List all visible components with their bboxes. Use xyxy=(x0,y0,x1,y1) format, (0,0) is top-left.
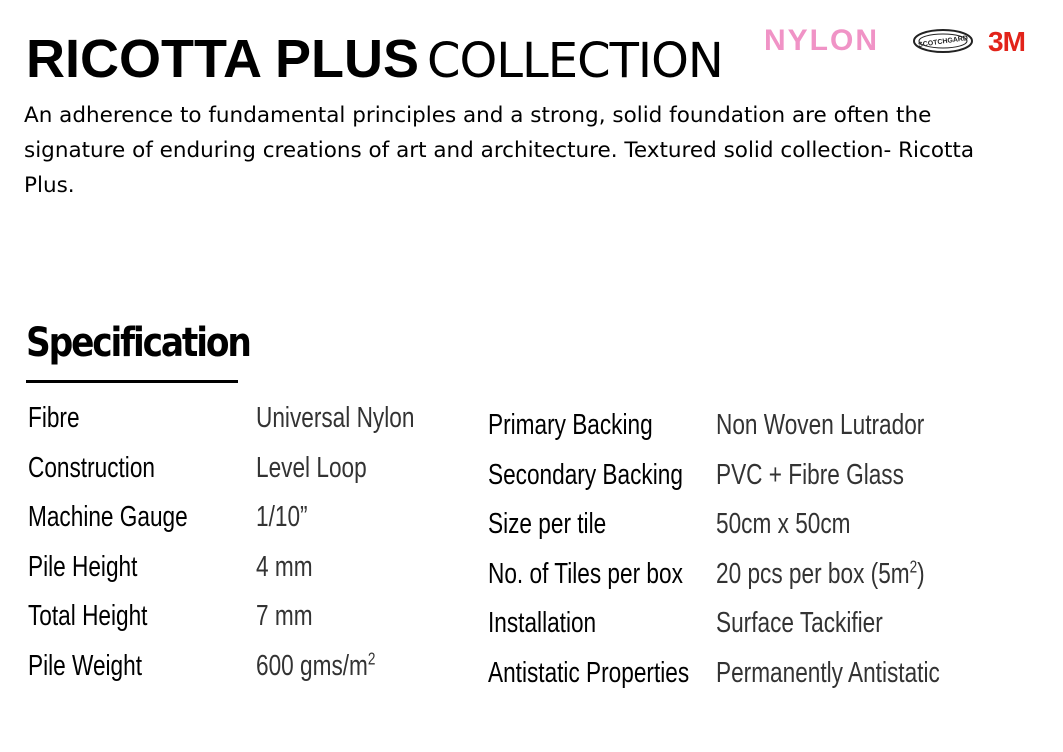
spec-row xyxy=(28,647,448,690)
spec-label: Fibre xyxy=(28,402,80,434)
spec-row xyxy=(488,508,1028,548)
spec-value-text: PVC + Fibre Glass xyxy=(716,458,904,491)
scotchgard-logo-text: SCOTCHGARD xyxy=(917,35,969,49)
spec-value xyxy=(716,409,924,442)
spec-value-text: Universal Nylon xyxy=(256,402,415,434)
spec-value xyxy=(716,459,904,492)
spec-row xyxy=(488,607,1028,647)
spec-value xyxy=(256,647,376,683)
spec-value-text: 600 gms/m xyxy=(256,649,368,682)
3m-logo: 3M xyxy=(988,26,1025,57)
spec-value xyxy=(256,551,313,584)
spec-value xyxy=(256,402,414,435)
spec-label: Construction xyxy=(28,451,155,484)
spec-value-superscript: 2 xyxy=(909,555,918,576)
spec-right-column xyxy=(488,409,1028,709)
spec-row xyxy=(28,452,448,492)
spec-value-text: 50cm x 50cm xyxy=(716,508,851,540)
spec-row xyxy=(488,555,1028,598)
spec-label: Total Height xyxy=(28,600,148,632)
nylon-logo: NYLON xyxy=(764,24,879,57)
spec-label: Pile Weight xyxy=(28,649,143,682)
spec-row xyxy=(28,551,448,591)
spec-value xyxy=(716,508,851,541)
spec-label: Antistatic Properties xyxy=(488,656,690,689)
spec-value-text: Level Loop xyxy=(256,451,367,484)
specification-heading: Specification xyxy=(26,320,250,366)
spec-label: Machine Gauge xyxy=(28,501,188,533)
spec-value-text: 7 mm xyxy=(256,600,313,632)
spec-value xyxy=(716,555,925,591)
scotchgard-logo xyxy=(912,28,974,54)
spec-label: Installation xyxy=(488,607,597,639)
spec-value xyxy=(716,657,940,690)
spec-label: Pile Height xyxy=(28,550,138,583)
title-collection-name: RICOTTA PLUS xyxy=(26,29,419,89)
spec-value-text: 1/10” xyxy=(256,501,308,533)
spec-value xyxy=(256,600,313,633)
brand-logos xyxy=(764,22,1054,62)
spec-label: No. of Tiles per box xyxy=(488,557,683,590)
spec-label: Size per tile xyxy=(488,508,607,540)
spec-value-text: 4 mm xyxy=(256,550,313,583)
spec-label: Primary Backing xyxy=(488,409,653,441)
spec-row xyxy=(488,459,1028,499)
spec-value-text: Permanently Antistatic xyxy=(716,656,940,689)
spec-row xyxy=(28,501,448,541)
spec-value xyxy=(256,452,367,485)
spec-value xyxy=(716,607,883,640)
collection-description: An adherence to fundamental principles and a strong, solid foundation are often the signature of enduring creations of art and architecture. Textured solid collection- Ricotta Plus. xyxy=(24,103,975,198)
page-title xyxy=(26,28,723,90)
spec-left-column xyxy=(28,402,448,702)
spec-row xyxy=(28,600,448,640)
spec-row xyxy=(488,657,1028,697)
title-collection-word: COLLECTION xyxy=(426,33,723,89)
spec-value-suffix: ) xyxy=(917,557,925,590)
spec-value xyxy=(256,501,308,534)
specification-underline xyxy=(26,380,238,383)
spec-label: Secondary Backing xyxy=(488,458,683,491)
spec-value-superscript: 2 xyxy=(367,647,376,668)
spec-row xyxy=(28,402,448,442)
spec-value-text: Surface Tackifier xyxy=(716,607,883,639)
spec-value-text: 20 pcs per box (5m xyxy=(716,557,910,590)
spec-row xyxy=(488,409,1028,449)
spec-value-text: Non Woven Lutrador xyxy=(716,409,925,441)
